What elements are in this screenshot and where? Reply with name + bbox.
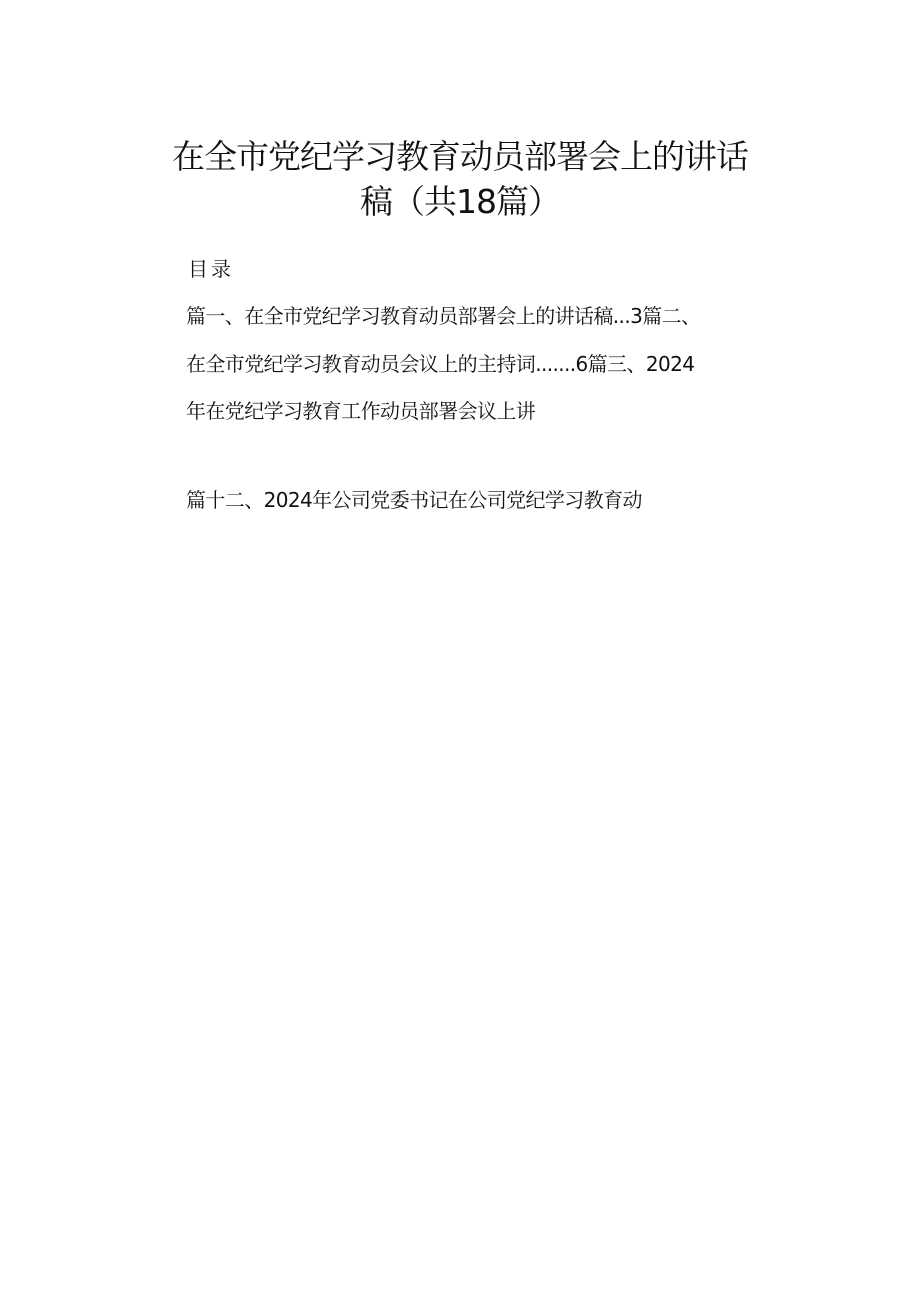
document-title-line-1: 在全市党纪学习教育动员部署会上的讲话 <box>172 137 748 176</box>
toc-heading: 目录 <box>188 257 234 281</box>
toc-line: 篇十二、2024年公司党委书记在公司党纪学习教育动 <box>186 488 642 512</box>
document-title-line-2: 稿（共18篇） <box>360 182 560 221</box>
toc-line: 篇一、在全市党纪学习教育动员部署会上的讲话稿...3篇二、 <box>186 304 701 328</box>
toc-line: 在全市党纪学习教育动员会议上的主持词.......6篇三、2024 <box>186 352 695 376</box>
toc-line: 年在党纪学习教育工作动员部署会议上讲 <box>186 399 536 423</box>
